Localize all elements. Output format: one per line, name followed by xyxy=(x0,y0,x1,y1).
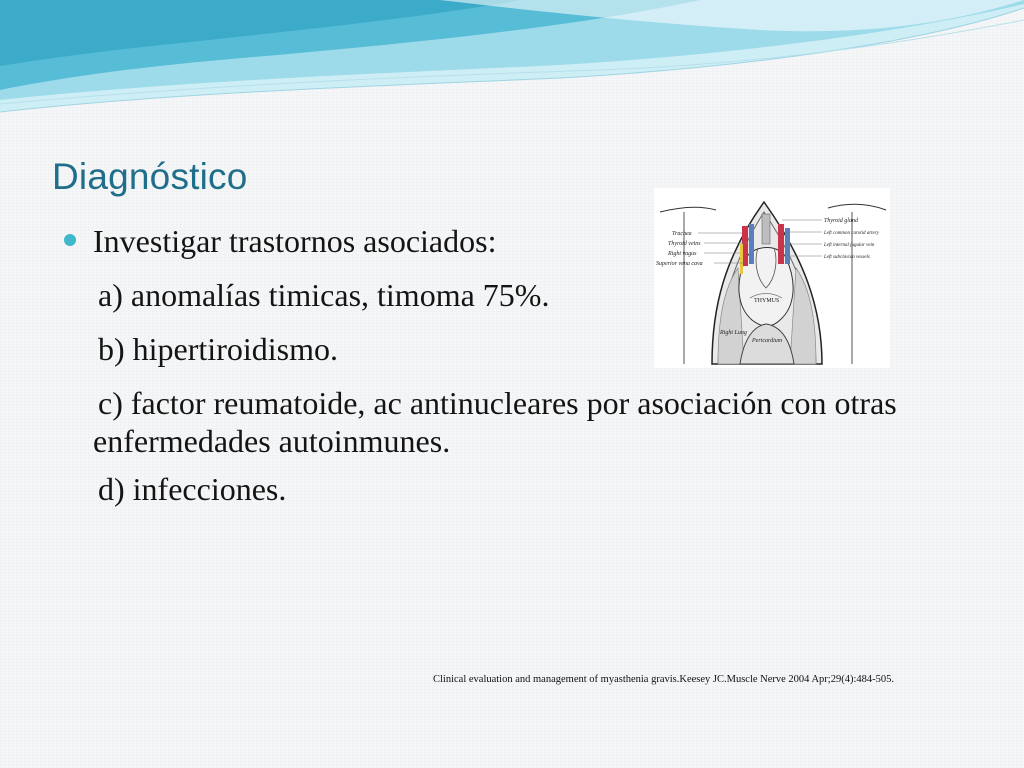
label-left-internal-jugular: Left internal jugular vein xyxy=(824,243,875,248)
label-left-subclavian: Left subclavian vessels xyxy=(824,255,870,260)
label-right-vagus: Right vagus xyxy=(668,251,697,257)
header-wave-decoration xyxy=(0,0,1024,120)
slide-title: Diagnóstico xyxy=(52,156,248,197)
citation-reference: Clinical evaluation and management of myasthenia gravis.Keesey JC.Muscle Nerve 2004 Apr;29(4):484-505. xyxy=(433,674,895,685)
bullet-dot-icon xyxy=(64,234,76,246)
label-thyroid-gland: Thyroid gland xyxy=(824,218,858,224)
sub-item-c: c) factor reumatoide, ac antinucleares por asociación con otras enfermedades autoinmunes. xyxy=(93,385,897,459)
sub-item-a: a) anomalías timicas, timoma 75%. xyxy=(98,277,550,313)
label-superior-vena-cava: Superior vena cava xyxy=(656,261,703,267)
label-thyroid-veins: Thyroid veins xyxy=(668,241,701,247)
thymus-anatomy-illustration xyxy=(654,188,890,368)
label-left-common-carotid: Left common carotid artery xyxy=(824,231,879,236)
sub-item-d: d) infecciones. xyxy=(98,471,287,507)
label-thymus: THYMUS xyxy=(754,298,780,304)
thymus-anatomy-icon xyxy=(654,188,890,368)
label-pericardium: Pericardium xyxy=(752,338,783,344)
bullet-text: Investigar trastornos asociados: xyxy=(93,223,497,259)
label-right-lung: Right Lung xyxy=(720,330,747,336)
label-trachea: Trachea xyxy=(672,231,692,237)
sub-item-b: b) hipertiroidismo. xyxy=(98,331,338,367)
